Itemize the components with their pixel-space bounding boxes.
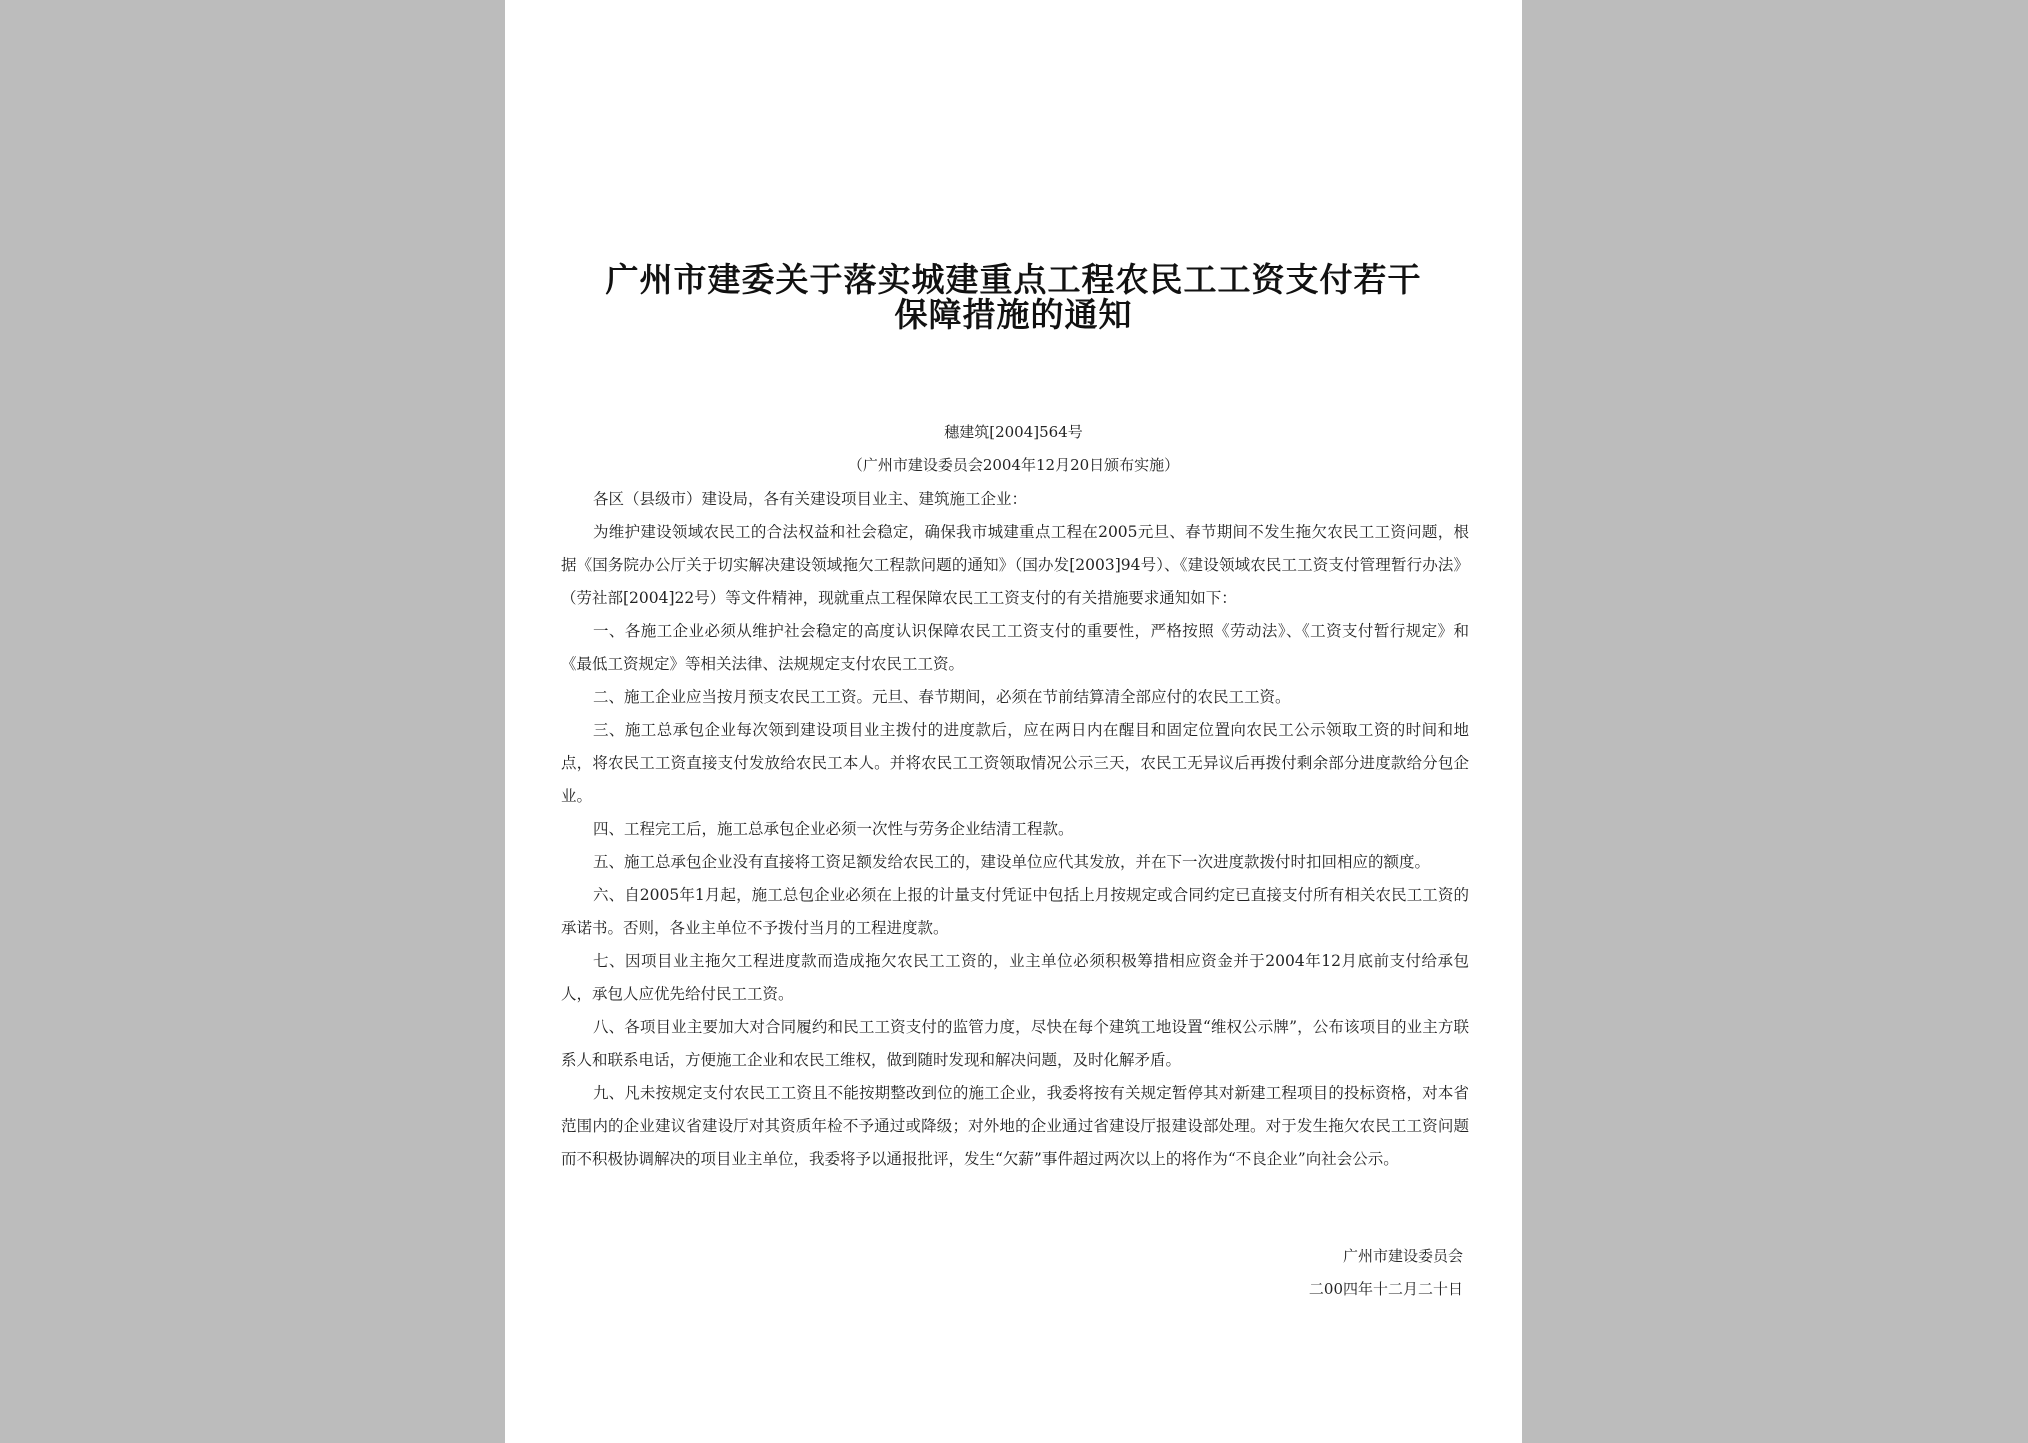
clause-2: 二、施工企业应当按月预支农民工工资。元旦、春节期间，必须在节前结算清全部应付的农民工工资。 <box>593 688 1291 706</box>
document-number: 穗建筑[2004]564号 <box>944 423 1083 441</box>
signature-org: 广州市建设委员会 <box>1342 1247 1463 1265</box>
clause-8: 八、各项目业主要加大对合同履约和民工工资支付的监管力度，尽快在每个建筑工地设置“维权公示牌”，公布该项目的业主方联系人和联系电话，方便施工企业和农民工维权，做到随时发现和解决问题，及时化解矛盾。 <box>561 1018 1469 1069</box>
document-body <box>561 483 1469 1176</box>
clause-6: 六、自2005年1月起，施工总包企业必须在上报的计量支付凭证中包括上月按规定或合同约定已直接支付所有相关农民工工资的承诺书。否则，各业主单位不予拨付当月的工程进度款。 <box>561 886 1469 937</box>
document-title: 广州市建委关于落实城建重点工程农民工工资支付若干保障措施的通知 <box>605 260 1422 334</box>
intro-paragraph: 为维护建设领域农民工的合法权益和社会稳定，确保我市城建重点工程在2005元旦、春节期间不发生拖欠农民工工资问题，根据《国务院办公厅关于切实解决建设领域拖欠工程款问题的通知》（国办发[2003]94号）、《建设领域农民工工资支付管理暂行办法》（劳社部[2004]22号）等文件精神，现就重点工程保障农民工工资支付的有关措施要求通知如下： <box>561 523 1469 607</box>
document-page <box>505 0 1522 1443</box>
clause-3: 三、施工总承包企业每次领到建设项目业主拨付的进度款后，应在两日内在醒目和固定位置向农民工公示领取工资的时间和地点，将农民工工资直接支付发放给农民工本人。并将农民工工资领取情况公示三天，农民工无异议后再拨付剩余部分进度款给分包企业。 <box>561 721 1469 805</box>
signature-block <box>1309 1240 1463 1306</box>
clause-5: 五、施工总承包企业没有直接将工资足额发给农民工的，建设单位应代其发放，并在下一次进度款拨付时扣回相应的额度。 <box>593 853 1431 871</box>
clause-9: 九、凡未按规定支付农民工工资且不能按期整改到位的施工企业，我委将按有关规定暂停其对新建工程项目的投标资格，对本省范围内的企业建议省建设厅对其资质年检不予通过或降级；对外地的企业通过省建设厅报建设部处理。对于发生拖欠农民工工资问题而不积极协调解决的项目业主单位，我委将予以通报批评，发生“欠薪”事件超过两次以上的将作为“不良企业”向社会公示。 <box>561 1084 1469 1168</box>
issued-note: （广州市建设委员会2004年12月20日颁布实施） <box>847 456 1180 474</box>
clause-1: 一、各施工企业必须从维护社会稳定的高度认识保障农民工工资支付的重要性，严格按照《劳动法》、《工资支付暂行规定》和《最低工资规定》等相关法律、法规规定支付农民工工资。 <box>561 622 1469 673</box>
salutation: 各区（县级市）建设局，各有关建设项目业主、建筑施工企业： <box>593 490 1028 508</box>
clause-7: 七、因项目业主拖欠工程进度款而造成拖欠农民工工资的，业主单位必须积极筹措相应资金并于2004年12月底前支付给承包人，承包人应优先给付民工工资。 <box>561 952 1469 1003</box>
signature-date: 二00四年十二月二十日 <box>1308 1280 1463 1298</box>
clause-4: 四、工程完工后，施工总承包企业必须一次性与劳务企业结清工程款。 <box>593 820 1074 838</box>
